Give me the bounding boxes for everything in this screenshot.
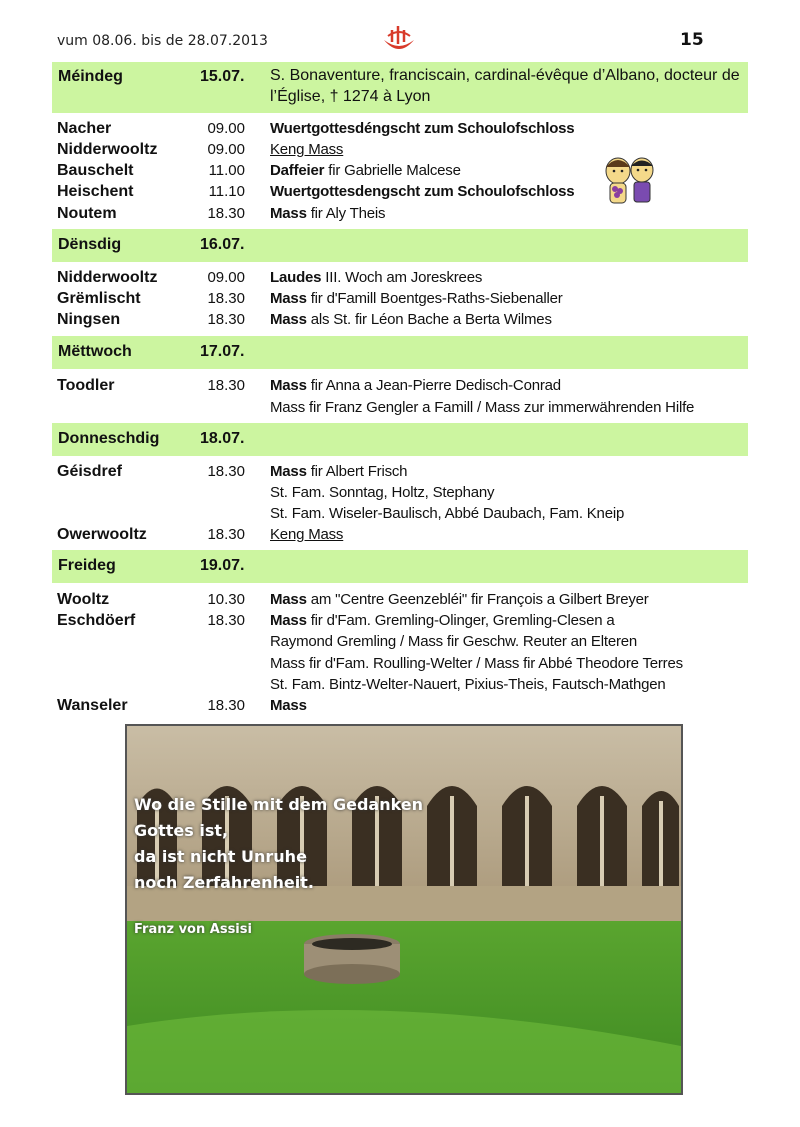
service-text: Daffeier fir Gabrielle Malcese (270, 162, 461, 179)
service-text: Wuertgottesdéngscht zum Schoulofschloss (270, 120, 575, 137)
day-date: 18.07. (200, 430, 245, 447)
service-text: Mass fir Anna a Jean-Pierre Dedisch-Conrad (270, 377, 561, 394)
service-text: Mass fir d'Fam. Gremling-Olinger, Gremling-Clesen a (270, 612, 615, 629)
day-header-bar (52, 336, 748, 369)
service-text: Mass am "Centre Geenzebléi" fir François a Gilbert Breyer (270, 591, 649, 608)
service-time: 18.30 (207, 463, 245, 480)
place-name: Nidderwooltz (57, 269, 158, 286)
parish-logo (382, 24, 416, 56)
quote-author: Franz von Assisi (134, 922, 252, 937)
service-text: Mass (270, 697, 307, 714)
day-date: 15.07. (200, 68, 245, 85)
day-date: 16.07. (200, 236, 245, 253)
place-name: Bauschelt (57, 162, 134, 179)
header-date-range: vum 08.06. bis de 28.07.2013 (57, 33, 268, 49)
service-text: Laudes III. Woch am Joreskrees (270, 269, 483, 286)
place-name: Nidderwooltz (57, 141, 158, 158)
service-text: Mass als St. fir Léon Bache a Berta Wilmes (270, 311, 552, 328)
service-time: 09.00 (207, 269, 245, 286)
day-date: 19.07. (200, 557, 245, 574)
page-number: 15 (680, 30, 704, 50)
day-name: Mëttwoch (58, 343, 132, 360)
day-name: Freideg (58, 557, 116, 574)
place-name: Wooltz (57, 591, 110, 608)
service-time: 11.10 (208, 183, 245, 200)
place-name: Wanseler (57, 697, 128, 714)
service-text: Keng Mass (270, 526, 344, 543)
saint-of-day: S. Bonaventure, franciscain, cardinal-évêque d’Albano, docteur de l’Église, † 1274 à Lyon (270, 67, 740, 105)
service-time: 10.30 (207, 591, 245, 608)
service-time: 09.00 (207, 120, 245, 137)
place-name: Grëmlischt (57, 290, 141, 307)
day-header-bar (52, 229, 748, 262)
service-time: 11.00 (208, 162, 245, 179)
service-time: 18.30 (207, 311, 245, 328)
service-time: 18.30 (207, 612, 245, 629)
quote-text (134, 792, 423, 896)
place-name: Eschdöerf (57, 612, 136, 629)
place-name: Toodler (57, 377, 115, 394)
service-time: 09.00 (207, 141, 245, 158)
cloister-photo (125, 724, 683, 1095)
place-name: Ningsen (57, 311, 121, 328)
day-header-bar (52, 423, 748, 456)
cloister-illustration (127, 726, 681, 1093)
service-text: St. Fam. Sonntag, Holtz, Stephany (270, 484, 495, 501)
service-text: Mass fir Franz Gengler a Famill / Mass zur immerwährenden Hilfe (270, 399, 695, 416)
service-text: St. Fam. Wiseler-Baulisch, Abbé Daubach, Fam. Kneip (270, 505, 625, 522)
service-text: Wuertgottesdengscht zum Schoulofschloss (270, 183, 575, 200)
service-time: 18.30 (207, 697, 245, 714)
service-time: 18.30 (207, 377, 245, 394)
service-text: Mass fir Albert Frisch (270, 463, 408, 480)
place-name: Noutem (57, 205, 117, 222)
place-name: Nacher (57, 120, 112, 137)
quote-line: Gottes ist, (134, 821, 229, 840)
quote-line: da ist nicht Unruhe (134, 847, 307, 866)
day-name: Méindeg (58, 68, 123, 85)
day-header-bar (52, 550, 748, 583)
day-header-bar (52, 62, 748, 113)
place-name: Owerwooltz (57, 526, 147, 543)
place-name: Heischent (57, 183, 134, 200)
service-text: Mass fir d'Famill Boentges-Raths-Siebenaller (270, 290, 563, 307)
quote-line: Wo die Stille mit dem Gedanken (134, 795, 424, 814)
service-text: Mass fir Aly Theis (270, 205, 386, 222)
place-name: Géisdref (57, 463, 122, 480)
service-text: Keng Mass (270, 141, 344, 158)
day-name: Dënsdig (58, 236, 122, 253)
children-clipart (600, 155, 660, 207)
service-time: 18.30 (207, 526, 245, 543)
service-text: St. Fam. Bintz-Welter-Nauert, Pixius-Theis, Fautsch-Mathgen (270, 676, 666, 693)
service-time: 18.30 (207, 290, 245, 307)
day-date: 17.07. (200, 343, 245, 360)
service-text: Mass fir d'Fam. Roulling-Welter / Mass fir Abbé Theodore Terres (270, 655, 683, 672)
service-time: 18.30 (207, 205, 245, 222)
quote-line: noch Zerfahrenheit. (134, 873, 314, 892)
service-text: Raymond Gremling / Mass fir Geschw. Reuter an Elteren (270, 633, 638, 650)
day-name: Donneschdig (58, 430, 160, 447)
